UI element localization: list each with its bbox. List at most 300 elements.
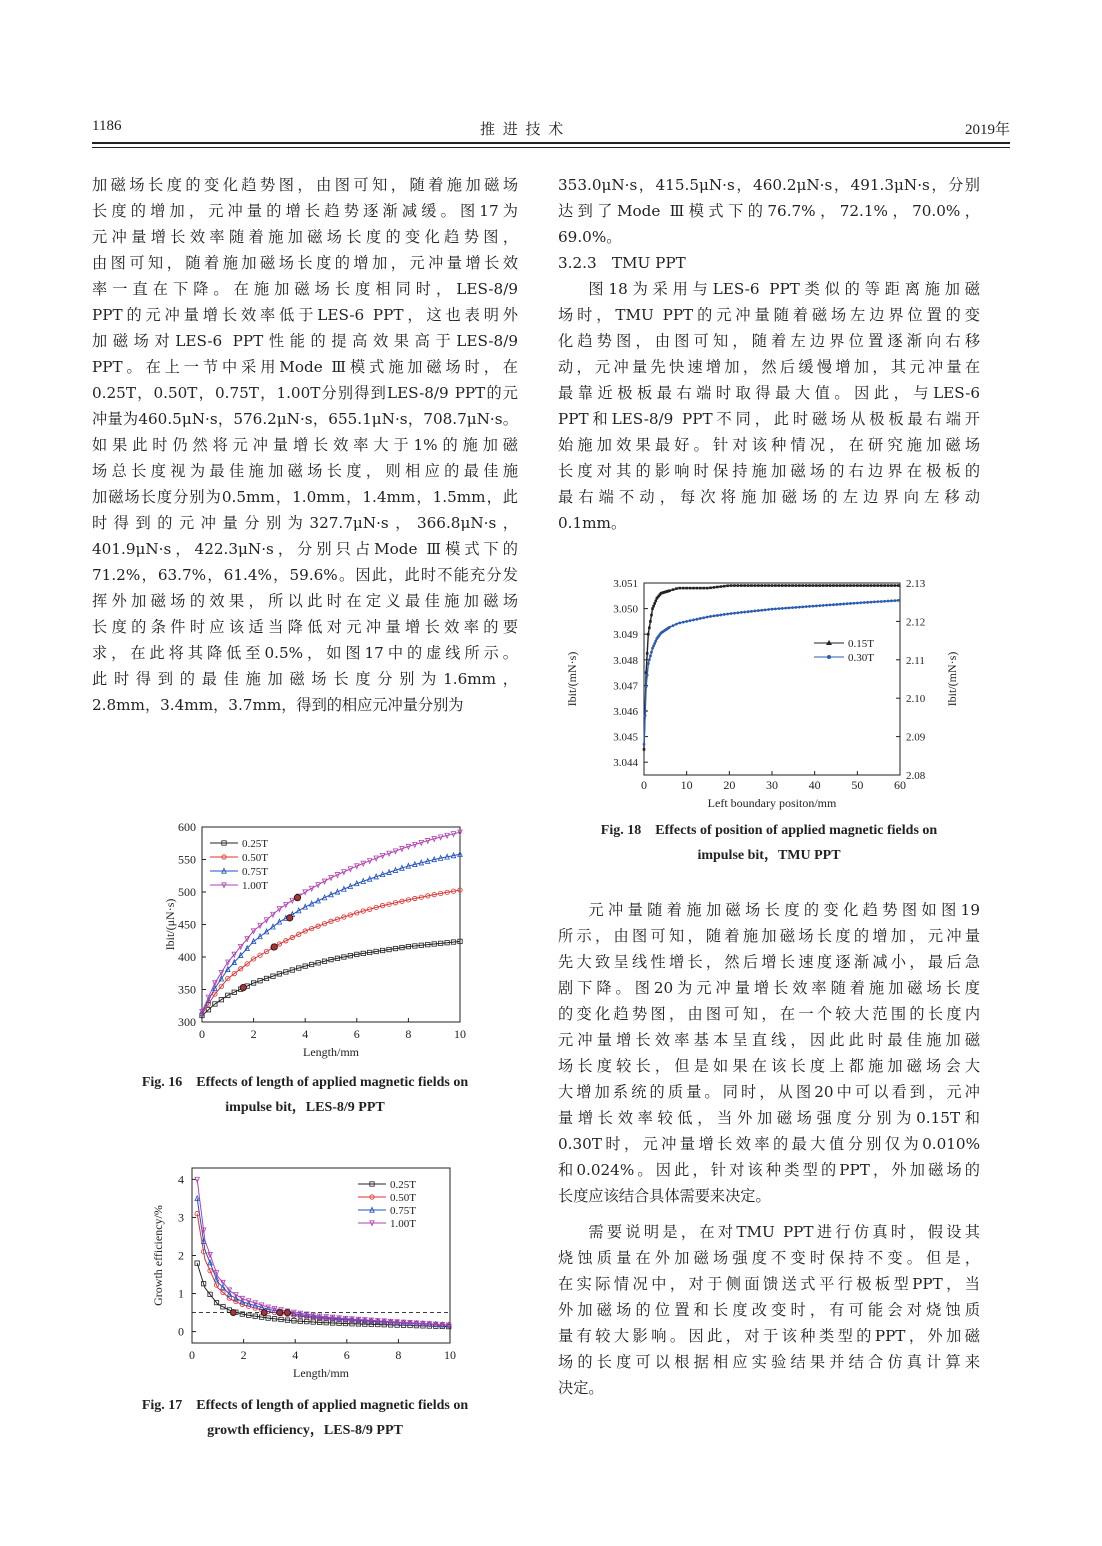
series-marker bbox=[856, 584, 859, 587]
series-marker bbox=[794, 606, 797, 609]
series-marker bbox=[839, 603, 842, 606]
left-text-line: 加磁场长度的变化趋势图，由图可知，随着施加磁场 bbox=[92, 176, 518, 194]
left-text-line: 元冲量增长效率随着施加磁场长度的变化趋势图， bbox=[92, 228, 518, 246]
series-marker bbox=[723, 585, 726, 588]
x-tick-label: 50 bbox=[851, 778, 864, 792]
series-marker bbox=[877, 584, 880, 587]
fig17-chart bbox=[150, 1160, 470, 1390]
x-tick-label: 30 bbox=[766, 778, 778, 792]
series-marker bbox=[719, 614, 722, 617]
left-text-line: 率一直在下降。在施加磁场长度相同时，LES-8/9 bbox=[92, 280, 518, 298]
series-marker bbox=[873, 584, 876, 587]
y-left-tick-label: 3.051 bbox=[613, 578, 638, 590]
y-left-tick-label: 3.047 bbox=[613, 680, 638, 693]
series-marker bbox=[740, 611, 743, 614]
x-axis-label: Length/mm bbox=[303, 1045, 359, 1059]
series-marker bbox=[767, 608, 770, 611]
x-tick-label: 2 bbox=[240, 1348, 247, 1362]
y-tick-label: 400 bbox=[178, 950, 196, 964]
right-text-line: 需要说明是，在对TMU PPT进行仿真时，假设其 bbox=[588, 1223, 980, 1241]
legend-label: 0.25T bbox=[390, 1179, 416, 1191]
paragraph-gap bbox=[558, 1209, 980, 1219]
series-marker bbox=[880, 584, 883, 587]
series-marker bbox=[653, 602, 656, 605]
x-tick-label: 10 bbox=[454, 1027, 466, 1041]
legend-label: 0.15T bbox=[848, 638, 874, 650]
right-text-line: 长度应该结合具体需要来决定。 bbox=[558, 1187, 771, 1205]
fig18-caption-line2: impulse bit，TMU PPT bbox=[697, 848, 841, 863]
series-marker bbox=[863, 584, 866, 587]
y-axis-label: Growth efficiency/% bbox=[151, 1205, 165, 1306]
series-marker bbox=[649, 620, 652, 623]
series-marker bbox=[822, 584, 825, 587]
fig16-caption-line1: Fig. 16 Effects of length of applied magnetic fields on bbox=[141, 1075, 469, 1090]
series-marker bbox=[675, 623, 678, 626]
series-marker bbox=[887, 584, 890, 587]
y-right-axis-label: Ibit/(mN·s) bbox=[945, 651, 959, 707]
highlight-point bbox=[277, 1310, 283, 1316]
journal-title: 推 进 技 术 bbox=[480, 122, 566, 138]
series-marker bbox=[808, 605, 811, 608]
right-text-line: 场的长度可以根据相应实验结果并结合仿真计算来 bbox=[558, 1353, 980, 1371]
x-tick-label: 20 bbox=[723, 778, 736, 792]
series-marker bbox=[685, 620, 688, 623]
series-marker bbox=[870, 584, 873, 587]
left-text-line: 冲量为460.5μN·s，576.2μN·s，655.1μN·s，708.7μN·s。 bbox=[92, 410, 518, 428]
right-text-line: 图18为采用与LES-6 PPT类似的等距离施加磁 bbox=[588, 280, 980, 298]
right-text-line: 大增加系统的质量。同时，从图20中可以看到，元冲 bbox=[558, 1083, 980, 1101]
left-text-line: PPT。在上一节中采用Mode Ⅲ模式施加磁场时，在 bbox=[92, 358, 518, 376]
series-marker bbox=[894, 584, 897, 587]
x-tick-label: 6 bbox=[353, 1027, 360, 1041]
y-left-tick-label: 3.049 bbox=[613, 629, 638, 642]
series-marker bbox=[649, 655, 652, 658]
right-text-line: 始施加效果最好。针对该种情况，在研究施加磁场 bbox=[558, 436, 980, 454]
legend-label: 0.75T bbox=[390, 1205, 416, 1217]
right-text-line: 先大致呈线性增长，然后增长速度逐渐减小，最后急 bbox=[558, 953, 980, 971]
series-marker bbox=[650, 614, 653, 617]
series-marker bbox=[757, 609, 760, 612]
y-tick-label: 500 bbox=[178, 885, 196, 899]
series-marker bbox=[832, 584, 835, 587]
series-marker bbox=[654, 600, 657, 603]
series-marker bbox=[829, 604, 832, 607]
series-marker bbox=[801, 606, 804, 609]
plot-frame bbox=[202, 827, 460, 1022]
left-text-line: 由图可知，随着施加磁场长度的增加，元冲量增长效 bbox=[92, 254, 518, 272]
series-marker bbox=[754, 610, 757, 613]
series-marker bbox=[876, 600, 879, 603]
series-marker bbox=[672, 624, 675, 627]
series-marker bbox=[647, 633, 650, 636]
series-line-0.50T bbox=[197, 1214, 450, 1325]
series-marker bbox=[873, 600, 876, 603]
y-tick-label: 0 bbox=[178, 1324, 184, 1339]
right-text-line: PPT和LES-8/9 PPT不同，此时磁场从极板最右端开 bbox=[558, 410, 980, 428]
series-marker bbox=[897, 599, 900, 602]
series-marker bbox=[842, 603, 845, 606]
series-marker bbox=[805, 605, 808, 608]
series-marker bbox=[805, 584, 808, 587]
series-marker bbox=[887, 600, 890, 603]
highlight-point bbox=[287, 915, 293, 921]
fig17-caption bbox=[92, 1393, 518, 1443]
right-text-line: 的变化趋势图，由图可知，在一个较大范围的长度内 bbox=[558, 1005, 980, 1023]
highlight-point bbox=[240, 984, 246, 990]
y-tick-label: 600 bbox=[178, 820, 196, 834]
left-text-line: 加磁场长度分别为0.5mm，1.0mm，1.4mm，1.5mm，此 bbox=[92, 488, 518, 506]
series-marker bbox=[730, 584, 733, 587]
series-marker bbox=[767, 584, 770, 587]
header-rule-thin bbox=[92, 147, 1010, 148]
series-marker bbox=[645, 685, 648, 688]
series-marker bbox=[890, 584, 893, 587]
series-marker bbox=[856, 602, 859, 605]
series-marker bbox=[812, 584, 815, 587]
series-marker bbox=[893, 599, 896, 602]
series-marker bbox=[685, 587, 688, 590]
series-marker bbox=[835, 603, 838, 606]
right-text-line: 动，元冲量先快速增加，然后缓慢增加，其元冲量在 bbox=[558, 358, 980, 376]
y-axis-label: Ibit/(μN·s) bbox=[163, 898, 177, 951]
left-text-line: 挥外加磁场的效果，所以此时在定义最佳施加磁场 bbox=[92, 592, 518, 610]
x-tick-label: 0 bbox=[189, 1348, 195, 1362]
right-text-line: 69.0%。 bbox=[558, 228, 622, 246]
series-marker bbox=[795, 584, 798, 587]
series-marker bbox=[890, 599, 893, 602]
right-text-line: 量增长效率较低，当外加磁场强度分别为0.15T和 bbox=[558, 1109, 980, 1127]
y-tick-label: 450 bbox=[178, 917, 196, 932]
series-marker bbox=[692, 619, 695, 622]
right-text-line: 达到了Mode Ⅲ模式下的76.7%，72.1%，70.0%， bbox=[558, 202, 980, 220]
x-tick-label: 60 bbox=[894, 778, 906, 792]
left-text-line: 场总长度视为最佳施加磁场长度，则相应的最佳施 bbox=[92, 462, 518, 480]
fig18-caption-line1: Fig. 18 Effects of position of applied magnetic fields on bbox=[600, 823, 938, 838]
x-tick-label: 40 bbox=[808, 778, 821, 792]
series-marker bbox=[720, 585, 723, 588]
series-marker bbox=[668, 589, 671, 592]
series-marker bbox=[757, 584, 760, 587]
series-marker bbox=[647, 662, 650, 665]
series-marker bbox=[842, 584, 845, 587]
series-marker bbox=[859, 601, 862, 604]
series-marker bbox=[897, 584, 900, 587]
series-marker bbox=[648, 627, 651, 630]
series-marker bbox=[784, 607, 787, 610]
series-marker bbox=[733, 584, 736, 587]
fig16-caption-line2: impulse bit，LES-8/9 PPT bbox=[225, 1100, 385, 1115]
right-text-line: 和0.024%。因此，针对该种类型的PPT，外加磁场的 bbox=[558, 1161, 980, 1179]
series-marker bbox=[699, 617, 702, 620]
series-marker bbox=[709, 615, 712, 618]
series-marker bbox=[706, 616, 709, 619]
left-text-line: 71.2%，63.7%，61.4%，59.6%。因此，此时不能充分发 bbox=[92, 566, 518, 584]
series-marker bbox=[696, 618, 699, 621]
left-text-line: 加磁场对LES-6 PPT性能的提高效果高于LES-8/9 bbox=[92, 332, 518, 350]
series-marker bbox=[883, 584, 886, 587]
left-text-line: 401.9μN·s，422.3μN·s，分别只占Mode Ⅲ模式下的 bbox=[92, 540, 518, 558]
right-text-line: 量有较大影响。因此，对于该种类型的PPT，外加磁 bbox=[558, 1327, 980, 1345]
series-marker bbox=[853, 602, 856, 605]
series-marker bbox=[643, 748, 646, 751]
y-right-tick-label: 2.10 bbox=[906, 693, 926, 706]
y-right-tick-label: 2.08 bbox=[906, 770, 926, 782]
series-marker bbox=[815, 605, 818, 608]
right-text-line: 所示，由图可知，随着施加磁场长度的增加，元冲量 bbox=[558, 927, 980, 945]
series-marker bbox=[737, 584, 740, 587]
series-marker bbox=[702, 616, 705, 619]
series-marker bbox=[777, 607, 780, 610]
series-marker bbox=[846, 584, 849, 587]
fig16-chart bbox=[160, 815, 480, 1065]
x-axis-label: Length/mm bbox=[293, 1366, 349, 1380]
right-text-line: 烧蚀质量在外加磁场强度不变时保持不变。但是， bbox=[558, 1249, 980, 1267]
series-marker bbox=[651, 607, 654, 610]
section-heading: 3.2.3 TMU PPT bbox=[558, 254, 686, 272]
series-marker bbox=[815, 584, 818, 587]
series-marker bbox=[781, 584, 784, 587]
series-marker bbox=[846, 602, 849, 605]
series-marker bbox=[760, 609, 763, 612]
series-marker bbox=[781, 607, 784, 610]
series-marker bbox=[863, 601, 866, 604]
series-marker bbox=[646, 674, 649, 677]
series-marker bbox=[733, 612, 736, 615]
left-text-line: 2.8mm，3.4mm，3.7mm，得到的相应元冲量分别为 bbox=[92, 696, 464, 714]
series-marker bbox=[713, 586, 716, 589]
y-tick-label: 300 bbox=[178, 1015, 196, 1029]
left-column-text bbox=[92, 172, 518, 718]
x-tick-label: 8 bbox=[395, 1348, 402, 1362]
left-text-line: 此时得到的最佳施加磁场长度分别为1.6mm， bbox=[92, 670, 518, 688]
series-marker bbox=[774, 584, 777, 587]
x-tick-label: 4 bbox=[302, 1027, 309, 1041]
right-text-line: 剧下降。图20为元冲量增长效率随着施加磁场长度 bbox=[558, 979, 980, 997]
y-tick-label: 4 bbox=[178, 1172, 184, 1187]
series-marker bbox=[771, 608, 774, 611]
fig17-caption-line2: growth efficiency，LES-8/9 PPT bbox=[207, 1423, 403, 1438]
series-marker bbox=[730, 612, 733, 615]
y-left-tick-label: 3.048 bbox=[613, 654, 638, 667]
page-number: 1186 bbox=[92, 118, 122, 134]
series-marker bbox=[849, 602, 852, 605]
y-tick-label: 2 bbox=[178, 1248, 184, 1263]
series-marker bbox=[784, 584, 787, 587]
series-marker bbox=[771, 584, 774, 587]
series-marker bbox=[825, 584, 828, 587]
left-text-line: 长度的增加，元冲量的增长趋势逐渐减缓。图17为 bbox=[92, 202, 518, 220]
right-text-line: 最右端不动，每次将施加磁场的左边界向左移动 bbox=[558, 488, 980, 506]
series-marker bbox=[788, 606, 791, 609]
right-text-line: 元冲量增长效率基本呈直线，因此此时最佳施加磁 bbox=[558, 1031, 980, 1049]
right-text-line: 0.1mm。 bbox=[558, 514, 627, 532]
y-right-tick-label: 2.11 bbox=[906, 654, 925, 667]
plot-frame bbox=[644, 583, 900, 775]
series-marker bbox=[818, 604, 821, 607]
left-text-line: 求，在此将其降低至0.5%，如图17中的虚线所示。 bbox=[92, 644, 518, 662]
series-marker bbox=[644, 714, 647, 717]
series-marker bbox=[747, 610, 750, 613]
series-marker bbox=[675, 587, 678, 590]
left-text-line: 0.25T，0.50T，0.75T，1.00T分别得到LES-8/9 PPT的元 bbox=[92, 384, 518, 402]
series-marker bbox=[689, 587, 692, 590]
series-marker bbox=[801, 584, 804, 587]
x-tick-label: 8 bbox=[405, 1027, 412, 1041]
right-text-line: 最靠近极板最右端时取得最大值。因此，与LES-6 bbox=[558, 384, 980, 402]
y-tick-label: 3 bbox=[178, 1210, 184, 1225]
y-left-tick-label: 3.045 bbox=[613, 731, 638, 744]
legend-label: 0.75T bbox=[242, 866, 268, 878]
series-marker bbox=[853, 584, 856, 587]
fig16-caption bbox=[92, 1070, 518, 1120]
series-marker bbox=[849, 584, 852, 587]
right-text-line: 场时，TMU PPT的元冲量随着磁场左边界位置的变 bbox=[558, 306, 980, 324]
series-marker bbox=[788, 584, 791, 587]
x-tick-label: 0 bbox=[641, 778, 647, 792]
left-text-line: 如果此时仍然将元冲量增长效率大于1%的施加磁 bbox=[92, 436, 518, 454]
left-text-line: PPT的元冲量增长效率低于LES-6 PPT，这也表明外 bbox=[92, 306, 518, 324]
series-marker bbox=[706, 587, 709, 590]
series-marker bbox=[726, 584, 729, 587]
header-rule bbox=[92, 142, 1010, 144]
series-marker bbox=[699, 587, 702, 590]
fig18-caption bbox=[558, 818, 980, 868]
series-marker bbox=[750, 584, 753, 587]
series-marker bbox=[750, 610, 753, 613]
series-marker bbox=[651, 647, 654, 650]
highlight-point bbox=[261, 1310, 267, 1316]
series-marker bbox=[682, 587, 685, 590]
series-marker bbox=[713, 615, 716, 618]
series-marker bbox=[880, 600, 883, 603]
right-text-line: 化趋势图，由图可知，随着左边界位置逐渐向右移 bbox=[558, 332, 980, 350]
series-marker bbox=[726, 613, 729, 616]
left-text-line: 时得到的元冲量分别为327.7μN·s，366.8μN·s， bbox=[92, 514, 518, 532]
right-text-line: 长度对其的影响时保持施加磁场的右边界在极板的 bbox=[558, 462, 980, 480]
y-tick-label: 350 bbox=[178, 982, 196, 997]
legend-label: 0.25T bbox=[242, 838, 268, 850]
series-marker bbox=[764, 608, 767, 611]
y-tick-label: 1 bbox=[178, 1286, 184, 1301]
series-marker bbox=[648, 658, 651, 661]
series-marker bbox=[709, 587, 712, 590]
series-marker bbox=[652, 605, 655, 608]
legend-label: 0.50T bbox=[242, 852, 268, 864]
series-marker bbox=[839, 584, 842, 587]
right-text-line: 0.30T时，元冲量增长效率的最大值分别仅为0.010% bbox=[558, 1135, 980, 1153]
series-marker bbox=[866, 584, 869, 587]
series-marker bbox=[654, 640, 657, 643]
series-marker bbox=[812, 605, 815, 608]
series-marker bbox=[774, 607, 777, 610]
y-left-axis-label: Ibit/(mN·s) bbox=[565, 651, 579, 707]
series-marker bbox=[791, 606, 794, 609]
series-marker bbox=[791, 584, 794, 587]
right-text-line: 外加磁场的位置和长度改变时，有可能会对烧蚀质 bbox=[558, 1301, 980, 1319]
series-marker bbox=[822, 604, 825, 607]
series-marker bbox=[682, 621, 685, 624]
series-marker bbox=[760, 584, 763, 587]
highlight-point bbox=[230, 1310, 236, 1316]
series-marker bbox=[736, 611, 739, 614]
highlight-point bbox=[284, 1310, 290, 1316]
series-marker bbox=[859, 584, 862, 587]
y-left-tick-label: 3.046 bbox=[613, 706, 638, 718]
x-tick-label: 10 bbox=[444, 1348, 456, 1362]
highlight-point bbox=[294, 894, 300, 900]
legend-label: 1.00T bbox=[390, 1218, 416, 1230]
series-marker bbox=[716, 614, 719, 617]
series-marker bbox=[798, 606, 801, 609]
series-marker bbox=[716, 586, 719, 589]
right-column-bottom-text bbox=[558, 897, 980, 1401]
series-marker bbox=[883, 600, 886, 603]
series-marker bbox=[653, 642, 656, 645]
series-marker bbox=[650, 651, 653, 654]
y-left-tick-label: 3.050 bbox=[613, 603, 638, 616]
right-text-line: 在实际情况中，对于侧面馈送式平行极板型PPT，当 bbox=[558, 1275, 980, 1293]
series-marker bbox=[702, 587, 705, 590]
y-tick-label: 550 bbox=[178, 852, 196, 867]
series-marker bbox=[829, 584, 832, 587]
x-tick-label: 4 bbox=[292, 1348, 299, 1362]
series-marker bbox=[747, 584, 750, 587]
series-marker bbox=[668, 626, 671, 629]
series-marker bbox=[692, 587, 695, 590]
fig18-chart bbox=[562, 573, 982, 813]
series-marker bbox=[740, 584, 743, 587]
y-right-tick-label: 2.13 bbox=[906, 578, 926, 590]
x-tick-label: 2 bbox=[250, 1027, 257, 1041]
left-text-line: 长度的条件时应该适当降低对元冲量增长效率的要 bbox=[92, 618, 518, 636]
series-marker bbox=[696, 587, 699, 590]
right-text-line: 决定。 bbox=[558, 1379, 604, 1397]
y-right-tick-label: 2.09 bbox=[906, 731, 926, 744]
page-year: 2019年 bbox=[964, 122, 1010, 138]
series-marker bbox=[743, 584, 746, 587]
series-marker bbox=[723, 613, 726, 616]
series-marker bbox=[870, 601, 873, 604]
series-marker bbox=[643, 743, 646, 746]
highlight-point bbox=[271, 944, 277, 950]
legend-label: 0.50T bbox=[390, 1192, 416, 1204]
series-marker bbox=[743, 611, 746, 614]
legend-label: 1.00T bbox=[242, 880, 268, 892]
legend-marker bbox=[827, 655, 831, 659]
series-marker bbox=[778, 584, 781, 587]
series-marker bbox=[832, 603, 835, 606]
series-marker bbox=[764, 584, 767, 587]
y-left-tick-label: 3.044 bbox=[613, 757, 638, 770]
series-marker bbox=[798, 584, 801, 587]
x-tick-label: 6 bbox=[343, 1348, 350, 1362]
series-marker bbox=[672, 588, 675, 591]
fig17-caption-line1: Fig. 17 Effects of length of applied magnetic fields on bbox=[141, 1398, 469, 1413]
x-tick-label: 0 bbox=[199, 1027, 205, 1041]
series-marker bbox=[754, 584, 757, 587]
right-text-line: 场长度较长，但是如果在该长度上都施加磁场会大 bbox=[558, 1057, 980, 1075]
x-axis-label: Left boundary positon/mm bbox=[707, 796, 837, 810]
right-text-line: 353.0μN·s，415.5μN·s，460.2μN·s，491.3μN·s，分别 bbox=[558, 176, 980, 194]
series-marker bbox=[679, 587, 682, 590]
x-tick-label: 10 bbox=[680, 778, 693, 792]
series-marker bbox=[825, 604, 828, 607]
series-marker bbox=[836, 584, 839, 587]
series-marker bbox=[866, 601, 869, 604]
series-marker bbox=[646, 652, 649, 655]
series-marker bbox=[818, 584, 821, 587]
series-marker bbox=[678, 622, 681, 625]
